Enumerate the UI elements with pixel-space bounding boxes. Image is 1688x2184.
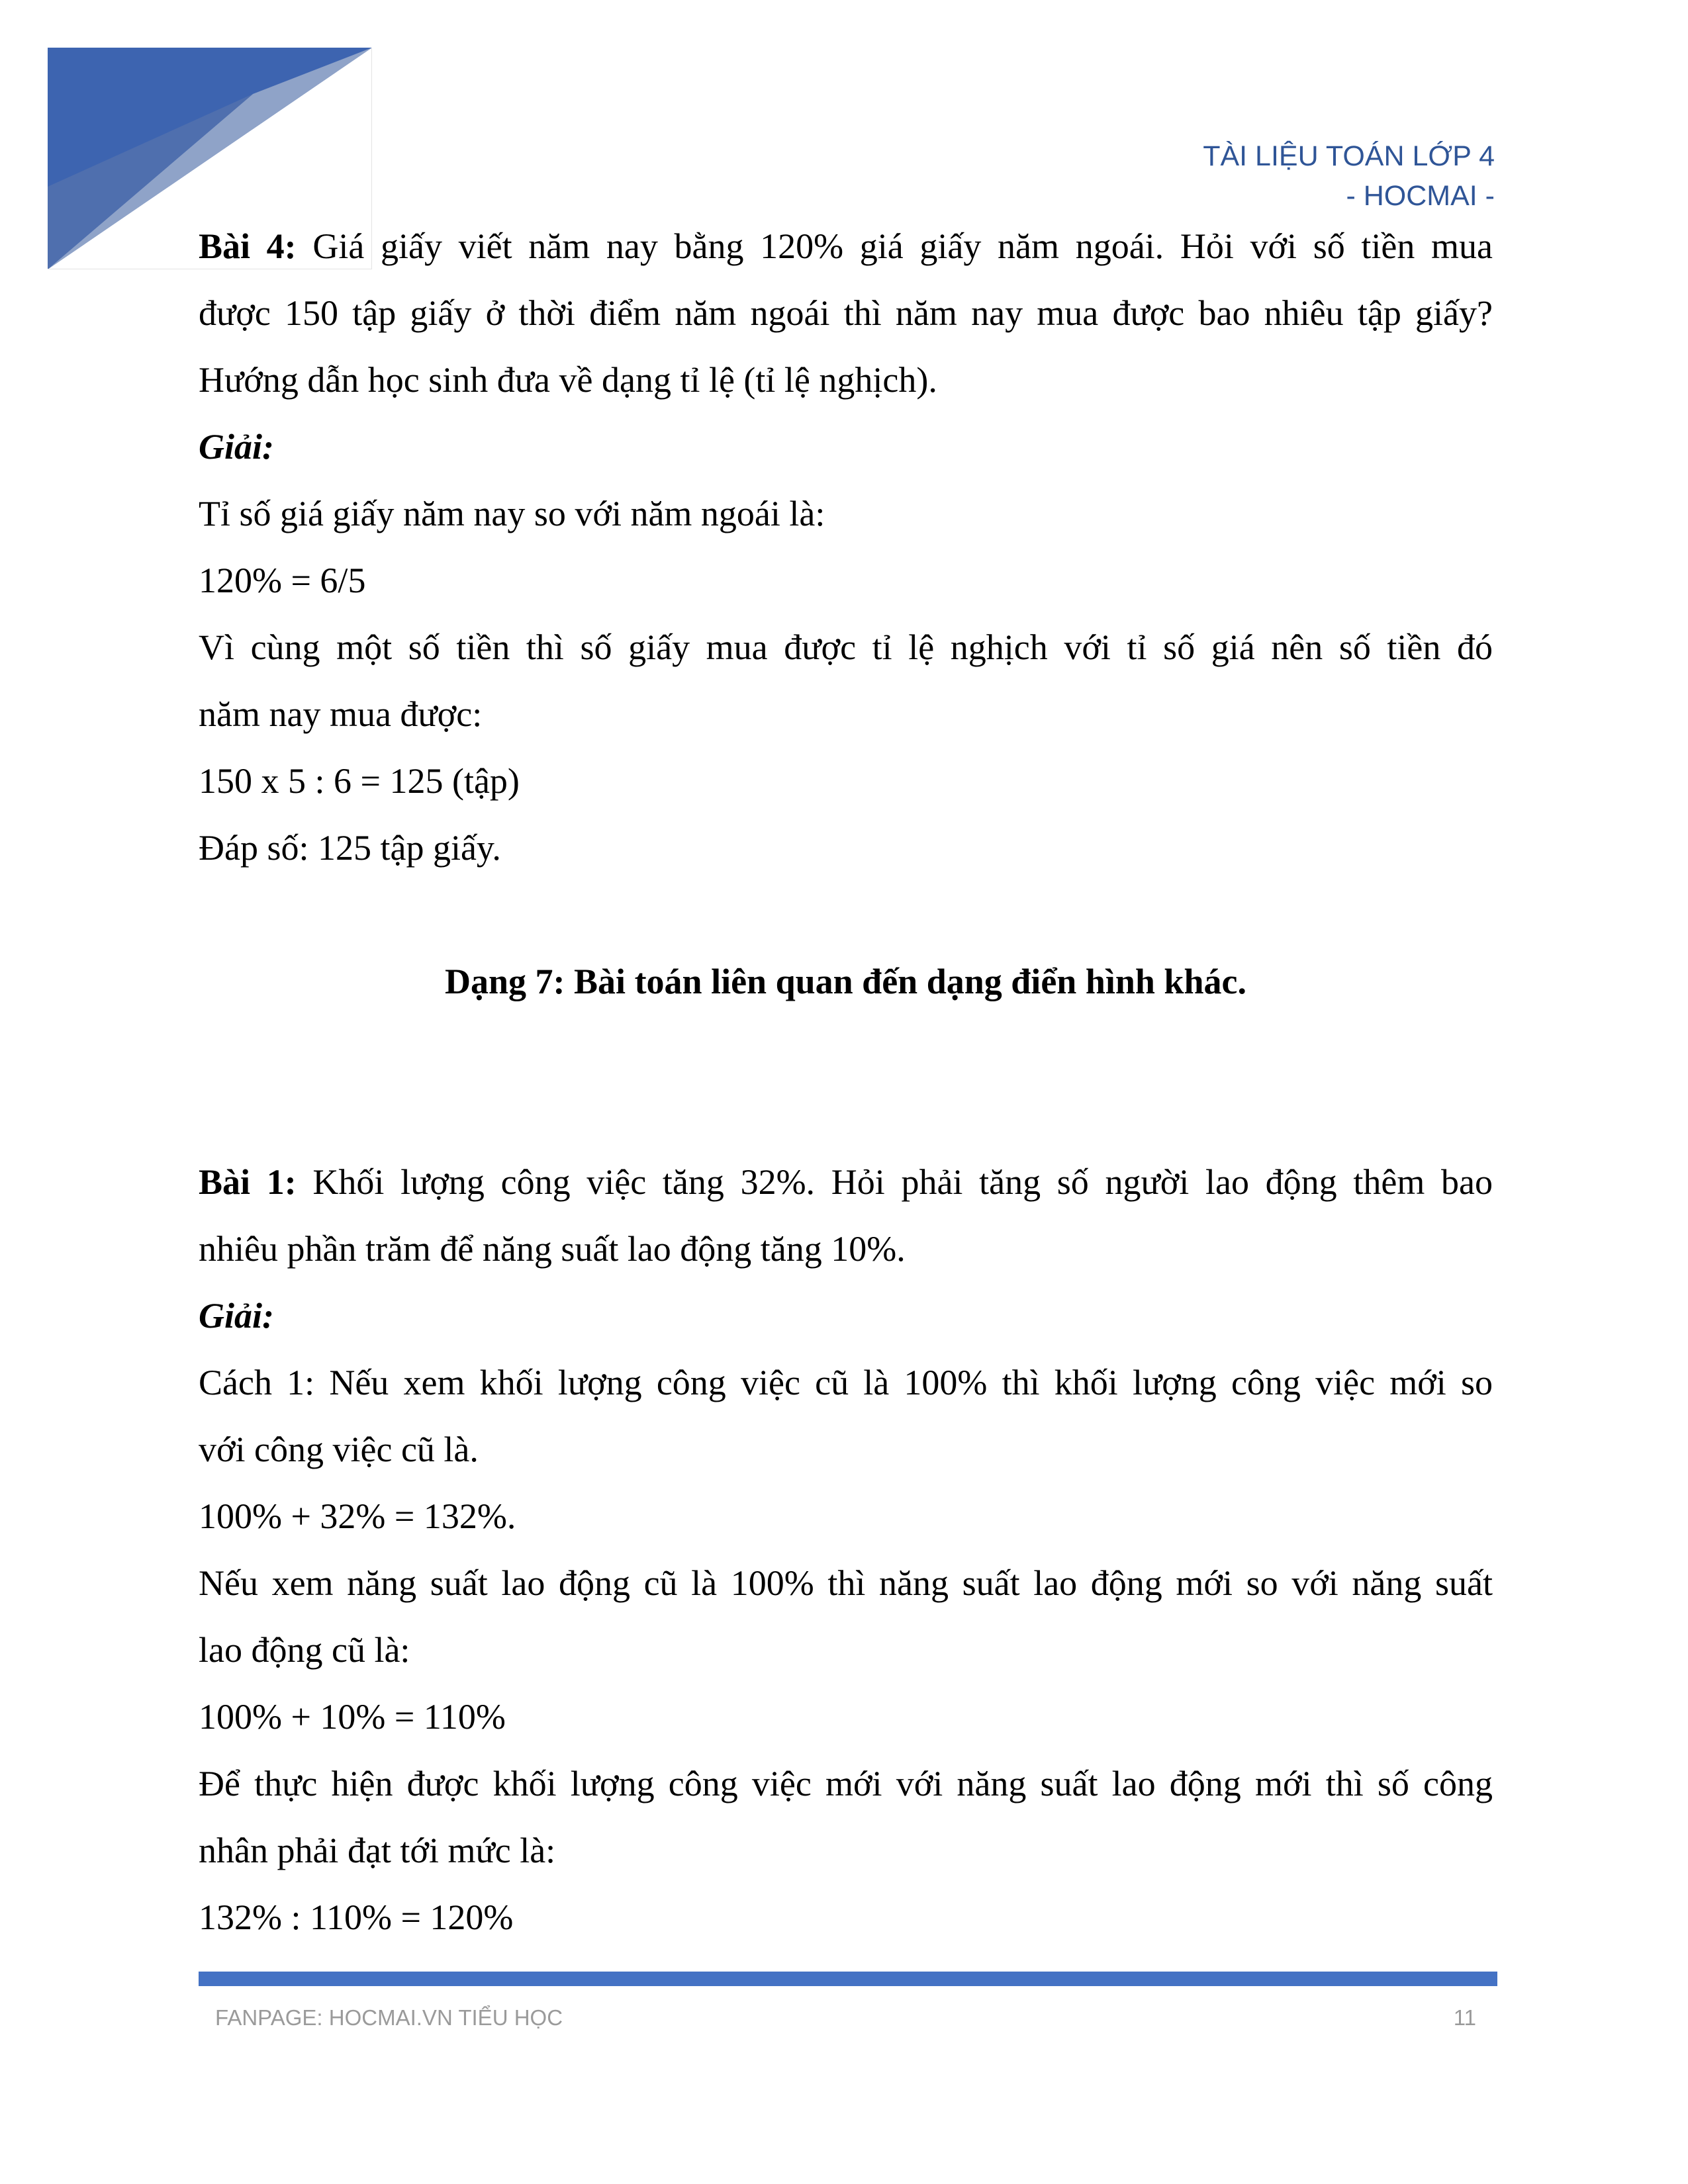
bai4-step4: năm nay mua được: bbox=[199, 694, 483, 734]
bai4-solution-label: Giải: bbox=[199, 427, 274, 467]
document-body bbox=[199, 213, 1493, 1951]
bai1-step8: nhân phải đạt tới mức là: bbox=[199, 1831, 556, 1870]
section-title: Dạng 7: Bài toán liên quan đến dạng điển hình khác. bbox=[445, 962, 1246, 1001]
page-header bbox=[1203, 136, 1495, 216]
bai1-step1: Cách 1: Nếu xem khối lượng công việc cũ là 100% thì khối lượng công việc mới so bbox=[199, 1363, 1493, 1402]
bai4-step1: Tỉ số giá giấy năm nay so với năm ngoái là: bbox=[199, 494, 825, 533]
bai4-label: Bài 4: bbox=[199, 226, 297, 266]
bai1-step5: lao động cũ là: bbox=[199, 1630, 410, 1670]
footer-fanpage: FANPAGE: HOCMAI.VN TIỂU HỌC bbox=[215, 2005, 563, 2030]
bai1-line2: nhiêu phần trăm để năng suất lao động tăng 10%. bbox=[199, 1229, 906, 1269]
bai1-step3: 100% + 32% = 132%. bbox=[199, 1496, 516, 1536]
bai4-line2: được 150 tập giấy ở thời điểm năm ngoái thì năm nay mua được bao nhiêu tập giấy? bbox=[199, 293, 1493, 333]
bai4-line3: Hướng dẫn học sinh đưa về dạng tỉ lệ (tỉ lệ nghịch). bbox=[199, 360, 937, 400]
spacer bbox=[199, 1015, 1493, 1149]
header-brand: - HOCMAI - bbox=[1346, 180, 1495, 212]
bai4-answer: Đáp số: 125 tập giấy. bbox=[199, 828, 501, 868]
bai1-step2: với công việc cũ là. bbox=[199, 1430, 479, 1469]
bai1-step6: 100% + 10% = 110% bbox=[199, 1697, 506, 1737]
header-title: TÀI LIỆU TOÁN LỚP 4 bbox=[1203, 140, 1495, 172]
bai1-solution-label: Giải: bbox=[199, 1296, 274, 1336]
bai1-step4: Nếu xem năng suất lao động cũ là 100% thì năng suất lao động mới so với năng suất bbox=[199, 1563, 1493, 1603]
bai4-step2: 120% = 6/5 bbox=[199, 561, 366, 600]
bai1-line1 bbox=[199, 1149, 1493, 1216]
bai4-step5: 150 x 5 : 6 = 125 (tập) bbox=[199, 761, 520, 801]
bai4-step3: Vì cùng một số tiền thì số giấy mua được tỉ lệ nghịch với tỉ số giá nên số tiền đó bbox=[199, 627, 1493, 667]
bai1-text1: Khối lượng công việc tăng 32%. Hỏi phải tăng số người lao động thêm bao bbox=[312, 1162, 1493, 1202]
bai4-text1: Giá giấy viết năm nay bằng 120% giá giấy năm ngoái. Hỏi với số tiền mua bbox=[312, 226, 1493, 266]
page-number: 11 bbox=[1453, 2005, 1476, 2030]
bai1-label: Bài 1: bbox=[199, 1162, 297, 1202]
bai1-step7: Để thực hiện được khối lượng công việc mới với năng suất lao động mới thì số công bbox=[199, 1764, 1493, 1803]
bai4-line1 bbox=[199, 213, 1493, 280]
footer-accent-bar bbox=[199, 1972, 1497, 1986]
bai1-step9: 132% : 110% = 120% bbox=[199, 1897, 514, 1937]
spacer bbox=[199, 882, 1493, 948]
